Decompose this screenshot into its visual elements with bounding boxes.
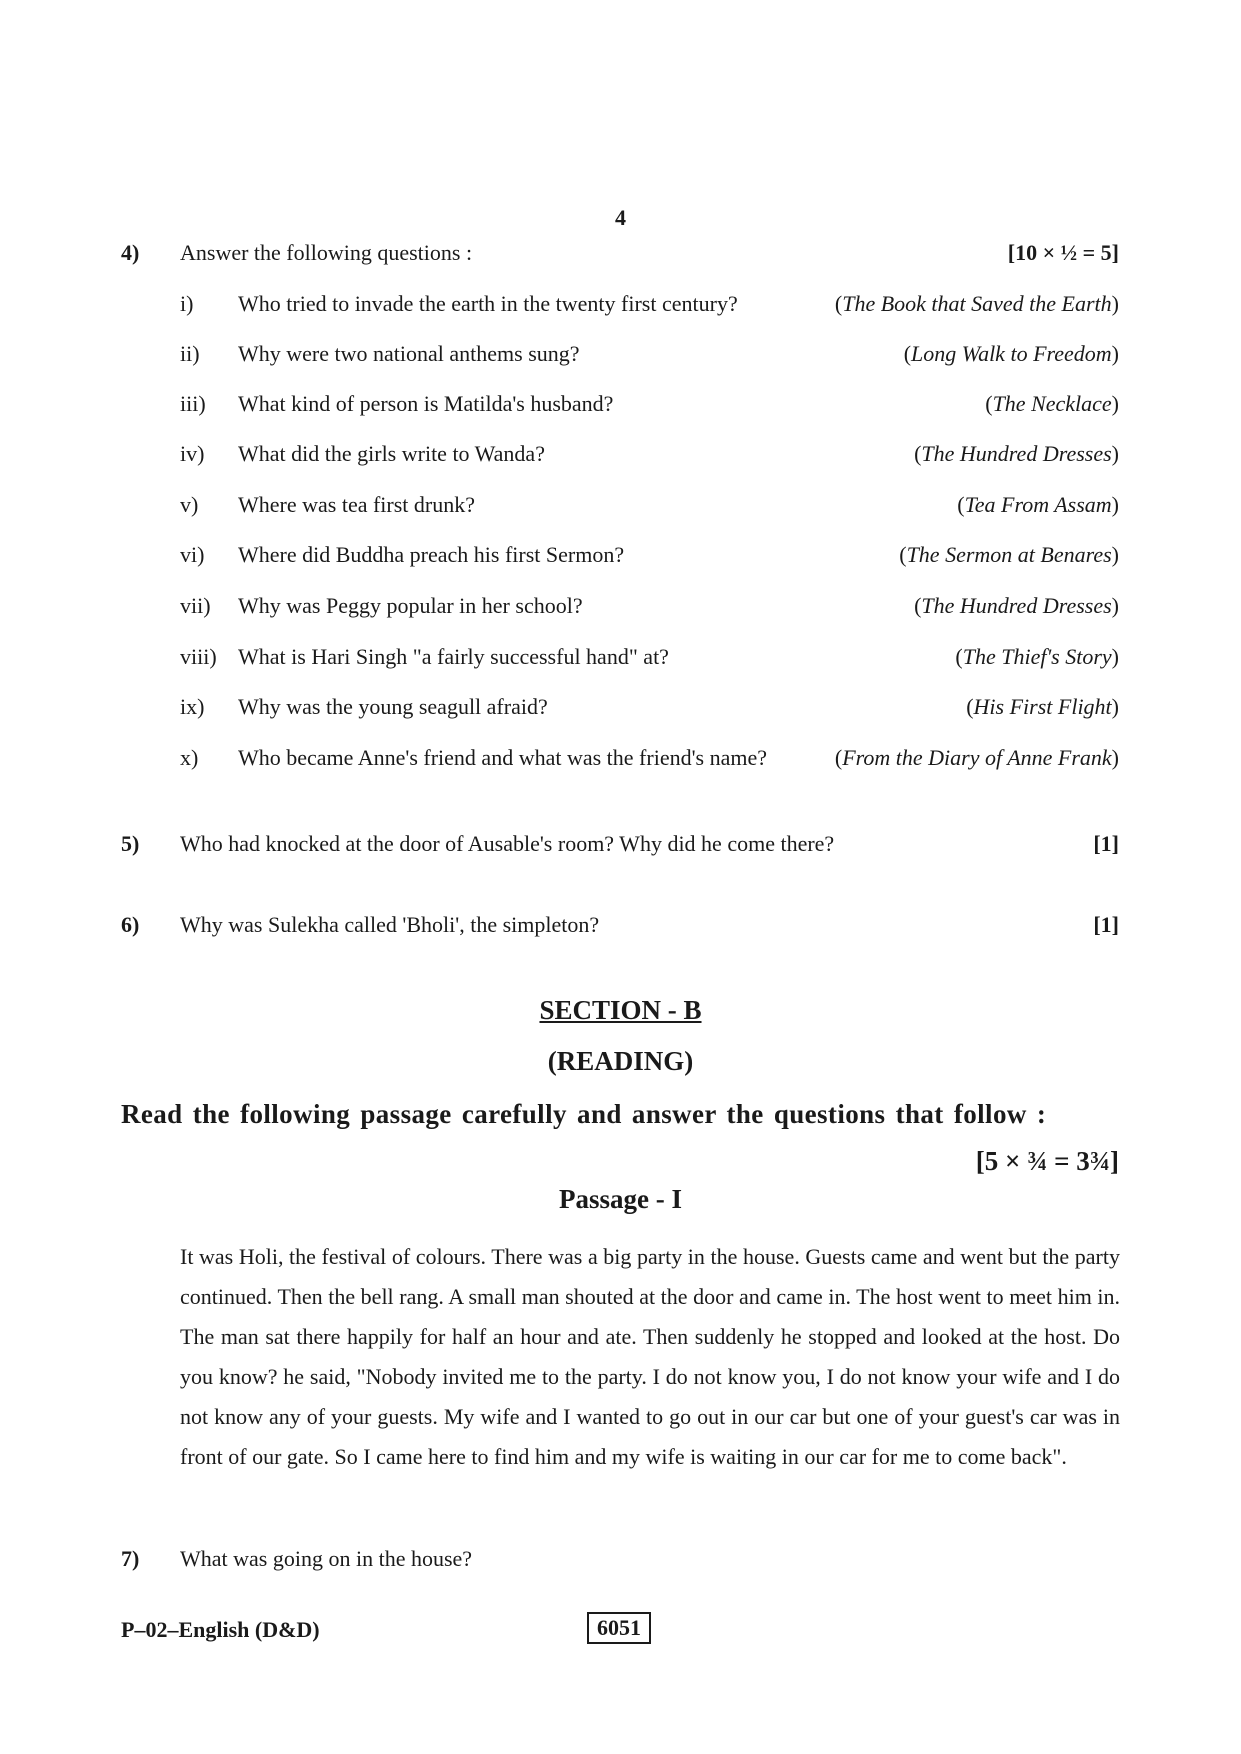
subquestion-number: iv) [180,441,205,466]
subquestion-number: x) [180,745,199,770]
question-6-text: Why was Sulekha called 'Bholi', the simpleton? [180,912,600,937]
passage-title: Passage - I [559,1184,682,1214]
reading-marks: [5 × ¾ = 3¾] [975,1146,1119,1176]
subquestion-source: (From the Diary of Anne Frank) [834,745,1119,770]
subquestion-number: v) [180,492,199,517]
subquestion-source: (The Book that Saved the Earth) [834,291,1119,316]
subquestion-source: (Long Walk to Freedom) [903,341,1119,366]
question-4-marks: [10 × ½ = 5] [1007,240,1119,265]
question-5-number: 5) [121,831,140,856]
page-number: 4 [615,205,626,230]
subquestion-number: viii) [180,644,217,669]
subquestion-text: Where did Buddha preach his first Sermon? [238,542,625,567]
subquestion-source: (Tea From Assam) [957,492,1119,517]
passage-text: It was Holi, the festival of colours. There was a big party in the house. Guests came and went but the party continued. Then the bell rang. A small man shouted at the door and came in. The host went to meet him in. The man sat there happily for half an hour and ate. Then suddenly he stopped and looked at the host. Do you know? he said, "Nobody invited me to the party. I do not know you, I do not know your wife and I do not know any of your guests. My wife and I wanted to go out in our car but one of your guest's car was in front of our gate. So I came here to find him and my wife is waiting in our car for me to come back". [180,1244,1120,1469]
reading-instruction: Read the following passage carefully and answer the questions that follow : [121,1099,1047,1129]
section-title: SECTION - B [539,995,702,1025]
question-6-number: 6) [121,912,140,937]
paper-number-box: 6051 [587,1612,651,1644]
question-6-marks: [1] [1093,912,1119,937]
subquestion-source: (The Hundred Dresses) [914,593,1119,618]
subquestion-text: Who tried to invade the earth in the twenty first century? [238,291,738,316]
subquestion-text: Where was tea first drunk? [238,492,476,517]
subquestion-text: Why was the young seagull afraid? [238,694,548,719]
section-subtitle: (READING) [547,1046,694,1076]
question-7-number: 7) [121,1546,140,1571]
subquestion-number: i) [180,291,194,316]
subquestion-number: vi) [180,542,205,567]
subquestion-source: (The Sermon at Benares) [899,542,1119,567]
subquestion-source: (The Necklace) [985,391,1119,416]
question-5-text: Who had knocked at the door of Ausable's room? Why did he come there? [180,831,835,856]
subquestion-text: Why was Peggy popular in her school? [238,593,583,618]
subquestion-text: What kind of person is Matilda's husband? [238,391,614,416]
subquestion-text: Who became Anne's friend and what was the friend's name? [238,745,768,770]
question-7-text: What was going on in the house? [180,1546,473,1571]
subquestion-text: What is Hari Singh "a fairly successful hand" at? [238,644,669,669]
question-5-marks: [1] [1093,831,1119,856]
question-4-text: Answer the following questions : [180,240,473,265]
subquestion-source: (The Thief's Story) [955,644,1119,669]
subquestion-number: ii) [180,341,200,366]
paper-code: P–02–English (D&D) [121,1617,320,1642]
subquestion-text: Why were two national anthems sung? [238,341,580,366]
subquestion-text: What did the girls write to Wanda? [238,441,545,466]
subquestion-source: (The Hundred Dresses) [914,441,1119,466]
subquestion-number: vii) [180,593,211,618]
subquestion-number: ix) [180,694,205,719]
question-4-number: 4) [121,240,140,265]
subquestion-number: iii) [180,391,206,416]
subquestion-source: (His First Flight) [966,694,1119,719]
